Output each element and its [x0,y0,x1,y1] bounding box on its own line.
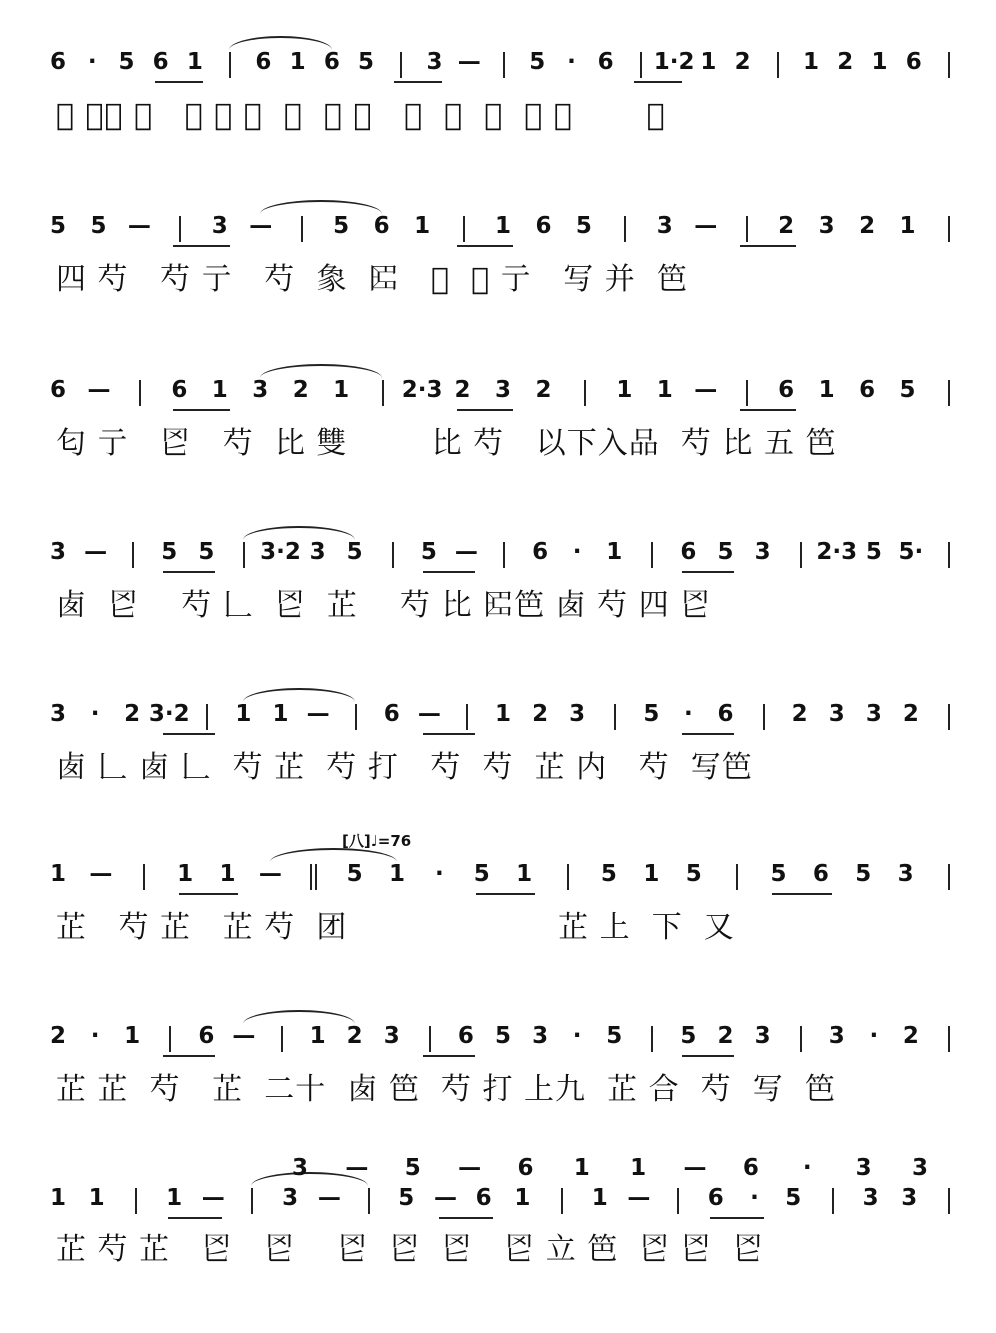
jianzipu-line: 𠧧 𦉮 芍 𠃊 𦉮 芷 芍 比 𠥓笆 𠧧 芍 四 𦉮 [56,588,712,623]
note: 6 [198,1023,215,1049]
note: 6 [535,213,552,239]
note: 2 [717,1023,734,1049]
beam-line [173,245,230,247]
note: — [433,1185,457,1211]
barline [948,52,950,78]
note: 2 [902,701,919,727]
beam-line [682,571,734,573]
note: 5 [606,1023,623,1049]
note: — [87,377,111,403]
beam-line [163,571,215,573]
note: — [249,213,273,239]
note: 1 [309,1023,326,1049]
slur-arc [260,200,381,214]
jianzipu-line: 𥆀 打艮 旬 𣅻 丿 立 笆 𦉮 亍 𦚶 囟 疌 徒 亍 笆 [56,98,666,133]
note: 6 [373,213,390,239]
note: 1 [124,1023,141,1049]
barline [948,704,950,730]
note: 1 [219,861,236,887]
beam-line [740,409,797,411]
beam-line [155,81,203,83]
note: 6 [171,377,188,403]
note: — [627,1185,651,1211]
slur-arc [260,364,381,378]
note: 5· [898,539,924,565]
barline [614,704,616,730]
note: 1 [494,213,511,239]
note: 2 [535,377,552,403]
barline [777,52,779,78]
note: 3 [828,1023,845,1049]
note: 3 [656,213,673,239]
note: 5 [161,539,178,565]
note: 2 [778,213,795,239]
note: 1 [49,1185,66,1211]
note: 2 [837,49,854,75]
beam-line [476,893,535,895]
note: 5 [899,377,916,403]
upper-note: — [683,1155,707,1181]
note: 1 [591,1185,608,1211]
note: 1 [803,49,820,75]
note: 2·3 [401,377,443,403]
barline [746,216,748,242]
note: — [306,701,330,727]
jianzipu-line: 芷 芷 芍 芷 二十 𠧧 笆 芍 打 上九 芷 合 芍 写 笆 [56,1072,836,1107]
note: — [457,49,481,75]
note: 3 [754,1023,771,1049]
barline [382,380,384,406]
barline [301,216,303,242]
note: 2 [49,1023,66,1049]
upper-note: — [458,1155,482,1181]
beam-line [457,245,514,247]
beam-line [710,1217,764,1219]
note: 1 [389,861,406,887]
note: 6 [532,539,549,565]
upper-note: 6 [517,1155,534,1181]
note: 5 [855,861,872,887]
upper-notation-line [0,1154,996,1194]
note: 5 [600,861,617,887]
note: 1 [88,1185,105,1211]
note: 5 [346,861,363,887]
note: 3 [426,49,443,75]
beam-line [682,733,734,735]
note: 3 [828,701,845,727]
note: 6 [680,539,697,565]
barline [948,542,950,568]
note: 6 [717,701,734,727]
note: — [89,861,113,887]
note: · [869,1023,879,1049]
barline [132,542,134,568]
note: 5 [398,1185,415,1211]
notation-line [0,48,996,88]
note: 2 [124,701,141,727]
note: 3 [897,861,914,887]
note: 5 [575,213,592,239]
note: 1 [616,377,633,403]
note: — [694,213,718,239]
note: 2 [859,213,876,239]
barline [800,542,802,568]
barline [567,864,569,890]
notation-line [0,538,996,578]
note: 6 [859,377,876,403]
note: 2 [346,1023,363,1049]
note: · [684,701,693,727]
note: — [127,213,151,239]
note: 1 [494,701,511,727]
beam-line [457,409,514,411]
note: 5 [90,213,107,239]
note: 6 [152,49,169,75]
note: — [258,861,282,887]
barline [736,864,738,890]
note: 6 [457,1023,474,1049]
note: · [572,539,582,565]
note: 6 [323,49,340,75]
note: 3 [818,213,835,239]
barline [584,380,586,406]
notation-line [0,700,996,740]
note: 5 [346,539,363,565]
note: 1 [899,213,916,239]
note: — [317,1185,341,1211]
note: — [694,377,718,403]
note: · [87,49,97,75]
barline [139,380,141,406]
upper-note: — [345,1155,369,1181]
note: 1 [700,49,717,75]
note: 6 [475,1185,492,1211]
beam-line [634,81,682,83]
notation-line [0,860,996,900]
note: 1 [235,701,252,727]
note: 5 [685,861,702,887]
barline [503,542,505,568]
note: 1 [272,701,289,727]
note: 1 [211,377,228,403]
note: 3 [901,1185,918,1211]
note: 3·2 [148,701,190,727]
note: 2 [292,377,309,403]
note: · [90,1023,100,1049]
note: 5 [358,49,375,75]
beam-line [163,733,215,735]
note: 1·2 [653,49,695,75]
barline [206,704,208,730]
note: 5 [333,213,350,239]
barline [355,704,357,730]
note: 5 [494,1023,511,1049]
barline [746,380,748,406]
beam-line [772,893,831,895]
note: 1 [643,861,660,887]
double-barline [310,864,317,890]
note: 5 [643,701,660,727]
note: 1 [871,49,888,75]
jianzipu-line: 𠧧 𠃊 𠧧 𠃊 芍 芷 芍 打 芍 芍 芷 内 芍 写笆 [56,750,753,785]
note: 2 [791,701,808,727]
barline [179,216,181,242]
note: 3·2 [260,539,301,565]
note: 6 [49,377,66,403]
note: 3 [383,1023,400,1049]
note: 6 [49,49,66,75]
note: · [572,1023,582,1049]
barline [229,52,231,78]
note: 5 [473,861,490,887]
barline [281,1026,283,1052]
note: — [417,701,441,727]
jianzipu-line: 匂 亍 𦉮 芍 比 雙 比 芍 以下入品 芍 比 五 笆 [56,426,837,461]
note: 5 [198,539,215,565]
note: · [90,701,100,727]
note: — [454,539,478,565]
note: — [84,539,108,565]
note: 1 [186,49,203,75]
beam-line [163,1055,215,1057]
beam-line [394,81,442,83]
note: 6 [905,49,922,75]
note: 5 [865,539,882,565]
barline [640,52,642,78]
beam-line [179,893,238,895]
note: 3 [569,701,586,727]
upper-note: 5 [404,1155,421,1181]
upper-note: 1 [630,1155,647,1181]
barline [503,52,505,78]
note: 2 [734,49,751,75]
beam-line [168,1217,222,1219]
note: 5 [118,49,135,75]
slur-arc [243,688,354,702]
barline [763,704,765,730]
note: — [201,1185,225,1211]
note: · [750,1185,759,1211]
note: 6 [255,49,272,75]
barline [466,704,468,730]
note: 2 [532,701,549,727]
note: 1 [514,1185,531,1211]
note: 3 [309,539,326,565]
note: 1 [414,213,431,239]
barline [800,1026,802,1052]
barline [948,216,950,242]
notation-line [0,1022,996,1062]
note: 3 [211,213,228,239]
upper-note: 6 [742,1155,759,1181]
note: 3 [49,701,66,727]
jianzipu-line: 四 芍 芍 亍 芍 𧰼 𠥓 𪝉 𠃔 亍 写 并 笆 [56,262,688,297]
beam-line [682,1055,734,1057]
note: 5 [420,539,437,565]
note: 1 [606,539,623,565]
barline [143,864,145,890]
note: 1 [49,861,66,887]
barline [624,216,626,242]
note: 3 [532,1023,549,1049]
barline [948,864,950,890]
note: 3 [252,377,269,403]
note: 6 [778,377,795,403]
note: 1 [177,861,194,887]
note: 1 [516,861,533,887]
barline [243,542,245,568]
note: 5 [717,539,734,565]
jianzipu-line: 芷 芍 芷 𦉮 𦉮 𦉮 𦉮 𦉮 𦉮 立 笆 𦉮 𦉮 𦉮 [56,1232,764,1267]
slur-arc [229,36,332,50]
note: 1 [656,377,673,403]
beam-line [439,1217,493,1219]
barline [651,542,653,568]
note: 1 [333,377,350,403]
tempo-marker: [八]♩=76 [342,832,412,850]
beam-line [423,571,475,573]
notation-line [0,376,996,416]
note: 2·3 [816,539,858,565]
note: 3 [494,377,511,403]
note: — [232,1023,256,1049]
barline [392,542,394,568]
note: 3 [865,701,882,727]
note: 2 [454,377,471,403]
note: 3 [49,539,66,565]
upper-note: 3 [291,1155,308,1181]
upper-note: · [802,1155,812,1181]
upper-note: 3 [911,1155,928,1181]
beam-line [423,733,475,735]
note: 3 [282,1185,299,1211]
barline [429,1026,431,1052]
note: 2 [902,1023,919,1049]
note: 6 [812,861,829,887]
note: 6 [707,1185,724,1211]
barline [169,1026,171,1052]
notation-line [0,212,996,252]
barline [948,1026,950,1052]
beam-line [740,245,797,247]
note: 5 [785,1185,802,1211]
note: · [567,49,576,75]
note: 5 [529,49,546,75]
slur-arc [243,1010,354,1024]
upper-note: 3 [855,1155,872,1181]
note: · [435,861,444,887]
note: 6 [597,49,614,75]
note: 5 [680,1023,697,1049]
barline [463,216,465,242]
note: 5 [49,213,66,239]
upper-note: 1 [573,1155,590,1181]
note: 1 [818,377,835,403]
note: 1 [166,1185,183,1211]
note: 6 [383,701,400,727]
barline [948,380,950,406]
note: 1 [289,49,306,75]
jianzipu-line: 芷 芍 芷 芷 芍 团 芷 上 下 又 [56,910,735,945]
note: 3 [862,1185,879,1211]
barline [400,52,402,78]
beam-line [423,1055,475,1057]
barline [651,1026,653,1052]
note: 5 [770,861,787,887]
beam-line [173,409,230,411]
slur-arc [243,526,354,540]
note: 3 [754,539,771,565]
